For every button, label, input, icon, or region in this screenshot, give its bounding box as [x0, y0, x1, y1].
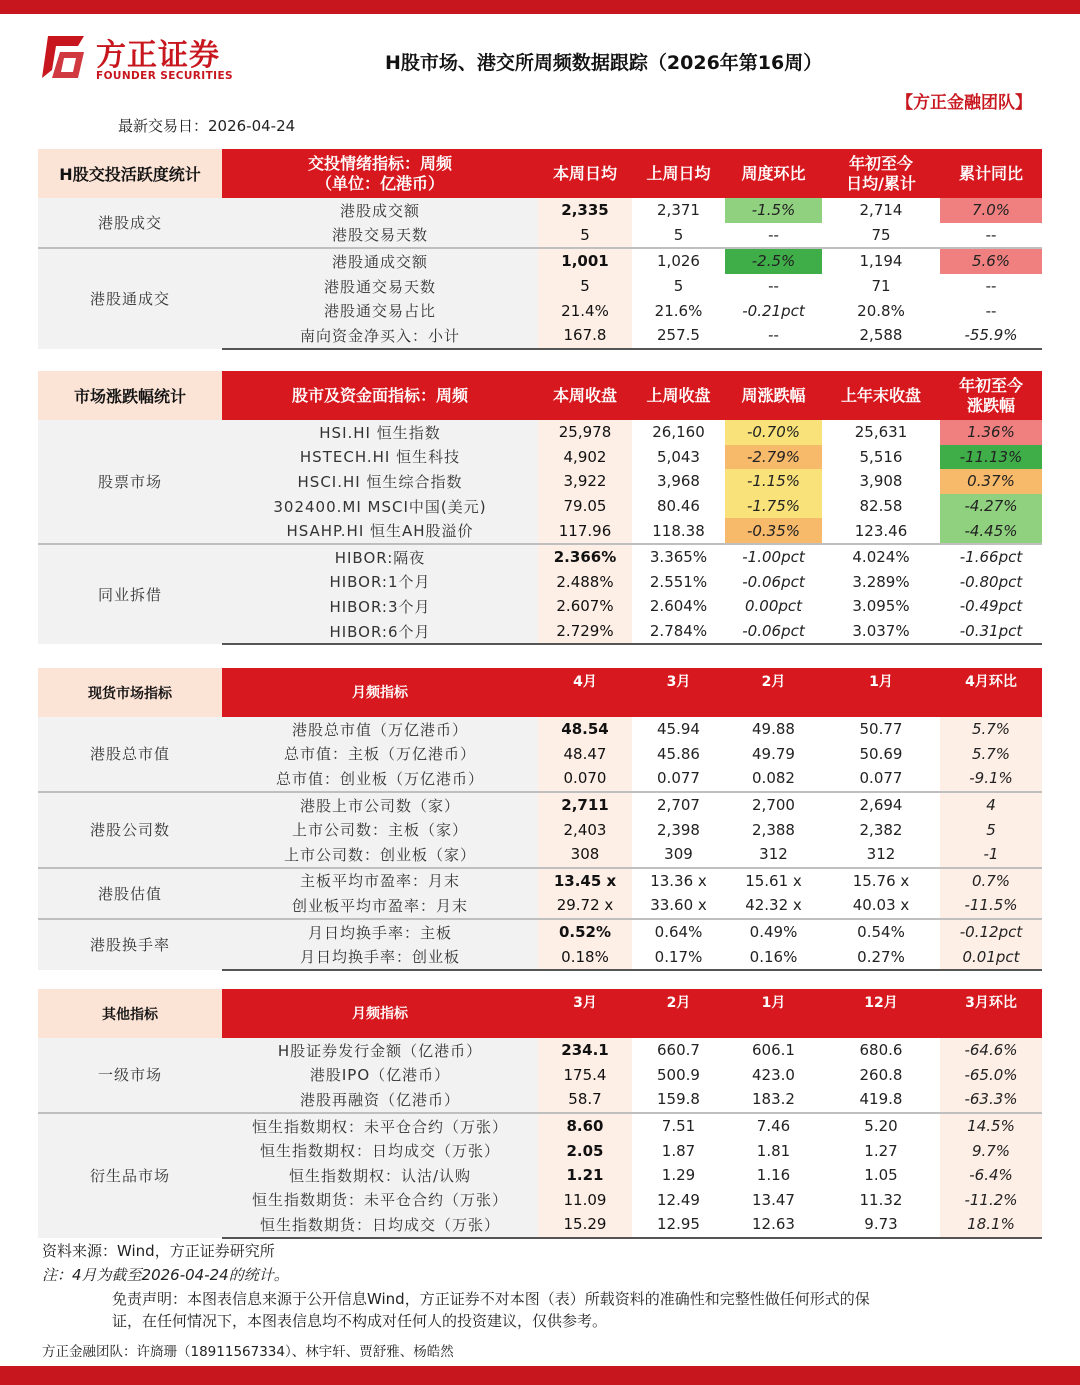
value-cell: 1.36% [940, 420, 1042, 445]
value-cell: 423.0 [752, 1065, 795, 1084]
team-tag: 【方正金融团队】 [896, 93, 1032, 113]
current-value-cell: 234.1 [538, 1038, 632, 1063]
indicator-name: 港股上市公司数（家） [222, 792, 538, 818]
value-cell: 15.76 x [822, 868, 940, 894]
value-cell: 12.95 [632, 1212, 725, 1238]
current-value-cell: 2,403 [538, 817, 632, 842]
indicator-name: 恒生指数期货：日均成交（万张） [222, 1212, 538, 1238]
current-value-cell: 5 [538, 223, 632, 249]
column-header: 3月环比 [940, 989, 1042, 1038]
current-value-cell: 175.4 [538, 1063, 632, 1088]
value-cell: 2,382 [859, 820, 903, 839]
bottom-brand-bar [0, 1366, 1080, 1385]
value-cell: 2,371 [657, 201, 700, 220]
indicator-name: H股证券发行金额（亿港币） [222, 1038, 538, 1063]
value-cell: 257.5 [632, 323, 725, 349]
value-cell: -9.1% [940, 766, 1042, 792]
value-cell: 2,714 [859, 201, 903, 220]
value-cell: 18.1% [940, 1212, 1042, 1238]
value-cell: 183.2 [752, 1090, 795, 1109]
indicator-name: 主板平均市盈率：月末 [222, 868, 538, 894]
value-cell: 3,968 [657, 472, 700, 491]
document-title: H股市场、港交所周频数据跟踪（2026年第16周） [385, 52, 823, 74]
value-cell: 3.365% [632, 544, 725, 570]
indicator-name: 月日均换手率：主板 [222, 919, 538, 945]
current-value-cell: 167.8 [538, 323, 632, 349]
value-cell: -- [985, 301, 997, 320]
column-header: 4月 [538, 668, 632, 717]
value-cell: 1.27 [864, 1141, 898, 1160]
value-cell: -1.66pct [940, 544, 1042, 570]
value-cell: 1,194 [822, 248, 940, 274]
team-contact: 方正金融团队：许旖珊（18911567334）、林宇轩、贾舒雅、杨皓然 [42, 1344, 454, 1360]
indicator-name: 恒生指数期权：日均成交（万张） [222, 1138, 538, 1163]
column-header: 周涨跌幅 [725, 371, 822, 420]
value-cell: 2,398 [657, 820, 700, 839]
indicator-name: 港股交易天数 [222, 223, 538, 249]
value-cell: 80.46 [657, 497, 700, 516]
column-header: 4月环比 [940, 668, 1042, 717]
column-header: 本周收盘 [538, 371, 632, 420]
value-cell: 419.8 [859, 1090, 903, 1109]
header-row [38, 371, 1042, 420]
current-value-cell: 48.54 [538, 717, 632, 742]
value-cell: 12.49 [657, 1190, 700, 1209]
value-cell: 0.16% [725, 944, 822, 970]
value-cell: 3.289% [852, 572, 910, 591]
current-value-cell: 2.05 [538, 1138, 632, 1163]
value-cell: 680.6 [859, 1041, 903, 1060]
current-value-cell: 1.21 [538, 1163, 632, 1188]
value-cell: 13.36 x [632, 868, 725, 894]
value-cell: 500.9 [657, 1065, 700, 1084]
current-value-cell: 29.72 x [538, 893, 632, 919]
table-row [38, 420, 1042, 445]
row-group-label: 港股总市值 [38, 717, 222, 792]
current-value-cell: 79.05 [538, 494, 632, 519]
value-cell: 123.46 [854, 521, 908, 540]
indicator-name: 302400.MI MSCI中国(美元) [222, 494, 538, 519]
value-cell: 12.63 [725, 1212, 822, 1238]
founder-logo-icon [38, 32, 88, 82]
disclaimer-line-2: 证，在任何情况下，本图表信息均不构成对任何人的投资建议，仅供参考。 [112, 1312, 608, 1330]
value-cell: 40.03 x [852, 896, 910, 915]
indicator-name: HSAHP.HI 恒生AH股溢价 [222, 518, 538, 544]
indicator-name: 上市公司数：主板（家） [222, 817, 538, 842]
row-group-label: 衍生品市场 [38, 1113, 222, 1238]
value-cell: 1,026 [632, 248, 725, 274]
current-value-cell: 11.09 [538, 1188, 632, 1213]
current-value-cell: 1,001 [538, 248, 632, 274]
value-cell: -65.0% [940, 1063, 1042, 1088]
value-cell: 0.27% [822, 944, 940, 970]
current-value-cell: 8.60 [538, 1113, 632, 1139]
row-group-label: 港股换手率 [38, 919, 222, 970]
current-value-cell: 2,335 [538, 198, 632, 223]
column-header: 年初至今 日均/累计 [822, 149, 940, 198]
value-cell: 3.095% [852, 597, 910, 616]
disclaimer-line-1: 免责声明：本图表信息来源于公开信息Wind，方正证券不对本图（表）所载资料的准确性和完整性做任何形式的保 [112, 1290, 870, 1308]
indicator-name: HSTECH.HI 恒生科技 [222, 445, 538, 470]
value-cell: 0.01pct [940, 944, 1042, 970]
row-group-label: 一级市场 [38, 1038, 222, 1113]
value-cell: 0.00pct [744, 597, 803, 616]
indicator-name: 港股通交易天数 [222, 274, 538, 299]
value-cell: 3,908 [859, 472, 903, 491]
column-header: 上周日均 [632, 149, 725, 198]
value-cell: 260.8 [859, 1065, 903, 1084]
value-cell: 14.5% [940, 1113, 1042, 1139]
h-share-activity-table [38, 149, 1042, 350]
value-cell: 5.6% [940, 248, 1042, 274]
value-cell: -0.49pct [959, 597, 1023, 616]
value-cell: -0.31pct [940, 619, 1042, 645]
value-cell: -11.5% [940, 893, 1042, 919]
table-row [38, 1113, 1042, 1139]
value-cell: 7.0% [940, 198, 1042, 223]
value-cell: -63.3% [940, 1087, 1042, 1113]
value-cell: 0.64% [632, 919, 725, 945]
current-value-cell: 117.96 [538, 518, 632, 544]
value-cell: -- [768, 225, 779, 244]
value-cell: -1.5% [725, 198, 822, 223]
current-value-cell: 58.7 [538, 1087, 632, 1113]
value-cell: 1.81 [756, 1141, 791, 1160]
indicator-name: 港股总市值（万亿港币） [222, 717, 538, 742]
value-cell: 0.54% [822, 919, 940, 945]
value-cell: 42.32 x [745, 896, 802, 915]
indicator-name: 恒生指数期货：未平仓合约（万张） [222, 1188, 538, 1213]
value-cell: -0.12pct [940, 919, 1042, 945]
value-cell: 2,694 [822, 792, 940, 818]
value-cell: 2,707 [632, 792, 725, 818]
founder-securities-logo [38, 30, 238, 86]
value-cell: 606.1 [752, 1041, 795, 1060]
value-cell: 0.49% [725, 919, 822, 945]
logo-text-cn: 方正证券 [96, 38, 220, 73]
indicator-name: 港股成交额 [222, 198, 538, 223]
value-cell: 1.16 [756, 1166, 791, 1185]
value-cell: -2.5% [725, 248, 822, 274]
indicator-name: 南向资金净买入：小计 [222, 323, 538, 349]
table-row [38, 544, 1042, 570]
indicator-name: 总市值：主板（万亿港币） [222, 742, 538, 767]
value-cell: 33.60 x [650, 896, 707, 915]
column-header: 3月 [538, 989, 632, 1038]
value-cell: -- [768, 277, 779, 296]
indicator-name: HIBOR:隔夜 [222, 544, 538, 570]
table-row [38, 198, 1042, 223]
value-cell: -6.4% [940, 1163, 1042, 1188]
indicator-name: 月日均换手率：创业板 [222, 944, 538, 970]
header-row [38, 668, 1042, 717]
value-cell: -2.79% [725, 445, 822, 470]
value-cell: 26,160 [652, 423, 705, 442]
table-row [38, 919, 1042, 945]
value-cell: -0.06pct [725, 619, 822, 645]
table-row [38, 248, 1042, 274]
value-cell: 20.8% [857, 301, 905, 320]
top-brand-bar [0, 0, 1080, 14]
indicator-name: HIBOR:3个月 [222, 594, 538, 619]
indicator-name: HIBOR:1个月 [222, 570, 538, 595]
value-cell: -4.27% [940, 494, 1042, 519]
indicator-name: HSCI.HI 恒生综合指数 [222, 469, 538, 494]
column-header: 12月 [822, 989, 940, 1038]
indicator-name: 总市值：创业板（万亿港币） [222, 766, 538, 792]
value-cell: 7.46 [725, 1113, 822, 1139]
latest-trade-date: 最新交易日：2026-04-24 [118, 117, 296, 135]
value-cell: -1.00pct [725, 544, 822, 570]
indicator-name: HIBOR:6个月 [222, 619, 538, 645]
value-cell: 2.784% [632, 619, 725, 645]
value-cell: 25,631 [854, 423, 908, 442]
current-value-cell: 2.488% [538, 570, 632, 595]
value-cell: -1.15% [725, 469, 822, 494]
indicator-name: 恒生指数期权：未平仓合约（万张） [222, 1113, 538, 1139]
value-cell: 9.73 [822, 1212, 940, 1238]
value-cell: -- [985, 277, 997, 296]
column-header: 月频指标 [222, 668, 538, 717]
value-cell: 2.604% [649, 597, 708, 616]
value-cell: 45.86 [657, 744, 700, 763]
current-value-cell: 0.18% [538, 944, 632, 970]
current-value-cell: 2.729% [538, 619, 632, 645]
value-cell: 2.551% [649, 572, 708, 591]
indicator-name: 创业板平均市盈率：月末 [222, 893, 538, 919]
value-cell: 3.037% [822, 619, 940, 645]
value-cell: 5 [673, 225, 684, 244]
indicator-name: 港股通交易占比 [222, 298, 538, 323]
value-cell: -64.6% [940, 1038, 1042, 1063]
value-cell: 5,043 [657, 447, 700, 466]
indicator-name: HSI.HI 恒生指数 [222, 420, 538, 445]
value-cell: 50.69 [859, 744, 903, 763]
value-cell: 118.38 [652, 521, 705, 540]
value-cell: 2,700 [725, 792, 822, 818]
column-header: 3月 [632, 668, 725, 717]
value-cell: 1.87 [661, 1141, 696, 1160]
table-row [38, 1038, 1042, 1063]
table-row [38, 868, 1042, 894]
table-row [38, 717, 1042, 742]
column-header: 2月 [632, 989, 725, 1038]
column-header: 月频指标 [222, 989, 538, 1038]
current-value-cell: 2.607% [538, 594, 632, 619]
value-cell: 0.37% [940, 469, 1042, 494]
value-cell: 2,588 [822, 323, 940, 349]
table-category-label: 现货市场指标 [38, 668, 222, 717]
table-category-label: 其他指标 [38, 989, 222, 1038]
current-value-cell: 13.45 x [538, 868, 632, 894]
row-group-label: 港股估值 [38, 868, 222, 919]
value-cell: 50.77 [859, 720, 903, 739]
current-value-cell: 0.070 [538, 766, 632, 792]
data-note: 注：4月为截至2026-04-24的统计。 [42, 1266, 289, 1284]
value-cell: 5.7% [940, 742, 1042, 767]
header-row [38, 149, 1042, 198]
value-cell: 1.29 [661, 1166, 696, 1185]
column-header: 年初至今 涨跌幅 [940, 371, 1042, 420]
indicator-name: 港股再融资（亿港币） [222, 1087, 538, 1113]
current-value-cell: 15.29 [538, 1212, 632, 1238]
current-value-cell: 2.366% [538, 544, 632, 570]
value-cell: 7.51 [632, 1113, 725, 1139]
value-cell: 45.94 [657, 720, 700, 739]
value-cell: 82.58 [859, 497, 903, 516]
column-header: 本周日均 [538, 149, 632, 198]
value-cell: 309 [664, 845, 693, 864]
value-cell: 2,388 [752, 820, 795, 839]
value-cell: 5,516 [859, 447, 903, 466]
value-cell: 5 [940, 817, 1042, 842]
value-cell: -- [725, 323, 822, 349]
value-cell: 11.32 [859, 1190, 903, 1209]
value-cell: 13.47 [752, 1190, 795, 1209]
column-header: 2月 [725, 668, 822, 717]
current-value-cell: 308 [538, 842, 632, 868]
current-value-cell: 48.47 [538, 742, 632, 767]
value-cell: 5.7% [940, 717, 1042, 742]
value-cell: -4.45% [940, 518, 1042, 544]
column-header: 上年末收盘 [822, 371, 940, 420]
value-cell: 1.05 [864, 1166, 898, 1185]
current-value-cell: 3,922 [538, 469, 632, 494]
value-cell: 4.024% [822, 544, 940, 570]
header-row [38, 989, 1042, 1038]
column-header: 交投情绪指标：周频 （单位：亿港币） [222, 149, 538, 198]
row-group-label: 港股成交 [38, 198, 222, 248]
table-category-label: H股交投活跃度统计 [38, 149, 222, 198]
value-cell: -11.2% [940, 1188, 1042, 1213]
table-row [38, 792, 1042, 818]
value-cell: 4 [940, 792, 1042, 818]
spot-market-table [38, 668, 1042, 971]
current-value-cell: 25,978 [538, 420, 632, 445]
value-cell: -1 [940, 842, 1042, 868]
value-cell: -0.06pct [742, 572, 805, 591]
indicator-name: 港股IPO（亿港币） [222, 1063, 538, 1088]
value-cell: 0.7% [940, 868, 1042, 894]
other-indicators-table [38, 989, 1042, 1239]
value-cell: 0.082 [752, 769, 795, 788]
disclaimer [112, 1288, 1047, 1332]
row-group-label: 股票市场 [38, 420, 222, 544]
value-cell: 312 [866, 845, 896, 864]
value-cell: 49.88 [752, 720, 795, 739]
current-value-cell: 0.52% [538, 919, 632, 945]
column-header: 股市及资金面指标：周频 [222, 371, 538, 420]
value-cell: -0.80pct [959, 572, 1023, 591]
value-cell: 5.20 [822, 1113, 940, 1139]
value-cell: 9.7% [940, 1138, 1042, 1163]
current-value-cell: 2,711 [538, 792, 632, 818]
value-cell: 21.6% [654, 301, 703, 320]
value-cell: 312 [759, 845, 788, 864]
value-cell: -11.13% [940, 445, 1042, 470]
value-cell: 75 [871, 225, 891, 244]
row-group-label: 同业拆借 [38, 544, 222, 644]
value-cell: -0.35% [725, 518, 822, 544]
column-header: 周度环比 [725, 149, 822, 198]
current-value-cell: 4,902 [538, 445, 632, 470]
column-header: 1月 [725, 989, 822, 1038]
indicator-name: 上市公司数：创业板（家） [222, 842, 538, 868]
value-cell: 159.8 [657, 1090, 700, 1109]
value-cell: 0.17% [632, 944, 725, 970]
current-value-cell: 21.4% [538, 298, 632, 323]
value-cell: -- [985, 225, 997, 244]
market-change-table [38, 371, 1042, 645]
column-header: 1月 [822, 668, 940, 717]
value-cell: -0.21pct [742, 301, 805, 320]
value-cell: -55.9% [940, 323, 1042, 349]
value-cell: -0.70% [725, 420, 822, 445]
value-cell: 5 [673, 277, 684, 296]
value-cell: 0.077 [859, 769, 903, 788]
row-group-label: 港股公司数 [38, 792, 222, 868]
indicator-name: 港股通成交额 [222, 248, 538, 274]
value-cell: 49.79 [752, 744, 795, 763]
data-source: 资料来源：Wind，方正证券研究所 [42, 1242, 275, 1260]
value-cell: 0.077 [657, 769, 700, 788]
column-header: 上周收盘 [632, 371, 725, 420]
value-cell: 660.7 [657, 1041, 700, 1060]
value-cell: -1.75% [725, 494, 822, 519]
value-cell: 71 [871, 277, 891, 296]
current-value-cell: 5 [538, 274, 632, 299]
logo-text-en: FOUNDER SECURITIES [96, 70, 234, 82]
column-header: 累计同比 [940, 149, 1042, 198]
table-category-label: 市场涨跌幅统计 [38, 371, 222, 420]
row-group-label: 港股通成交 [38, 248, 222, 348]
value-cell: 15.61 x [725, 868, 822, 894]
indicator-name: 恒生指数期权：认沽/认购 [222, 1163, 538, 1188]
